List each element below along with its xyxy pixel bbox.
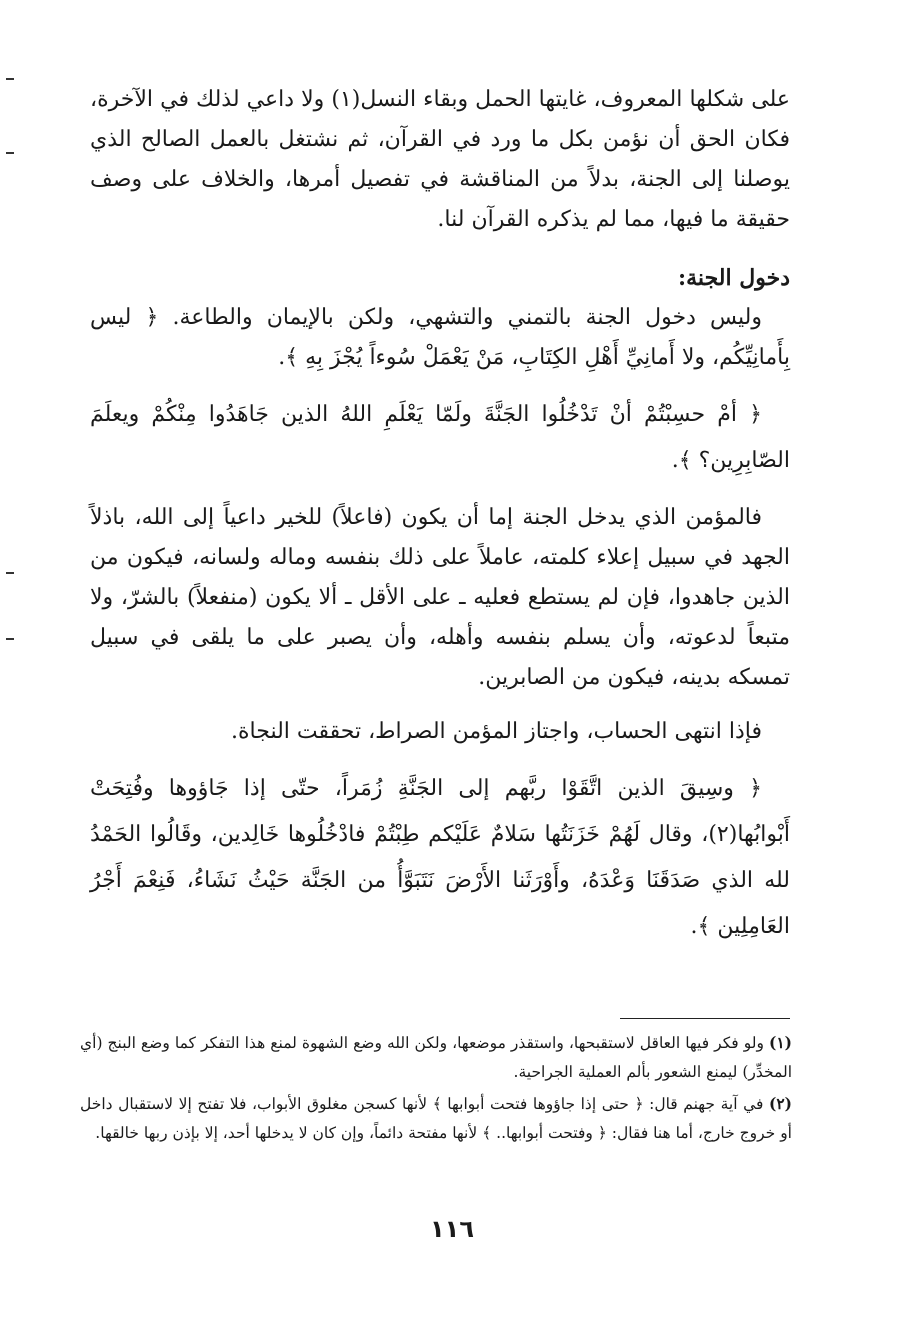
footnote-number: (١)	[768, 1033, 792, 1052]
quran-verse-2: ﴿ وسِيقَ الذين اتَّقَوْا ربَّهم إلى الجَنَّةِ زُمَراً، حتّى إذا جَاؤوها وفُتِحَتْ أَبْوابُها(٢)، وقال لَهُمْ خَزَنَتُها سَلامٌ عَلَيْكم طِبْتُمْ فادْخُلُوها خَالِدين، وقَالُوا الحَمْدُ لله الذي صَدَقَنَا وَعْدَهُ، وأَوْرَثَنا الأَرْضَ نَتَبَوَّأُ من الجَنَّة حَيْثُ نَشَاءُ، فَنِعْمَ أَجْرُ العَامِلِين ﴾.	[90, 776, 790, 939]
footnotes	[80, 1028, 792, 1150]
footnote-text: في آية جهنم قال: ﴿ حتى إذا جاؤوها فتحت أبوابها ﴾ لأنها كسجن مغلوق الأبواب، فلا تفتح إلا لاستقبال داخل أو خروج خارج، أما هنا فقال: ﴿ وفتحت أبوابها.. ﴾ لأنها مفتحة دائماً، وإن كان لا يدخلها أحد، إلا بإذن ربها خالقها.	[80, 1095, 792, 1142]
footnote-2	[80, 1089, 792, 1148]
footnote-number: (٢)	[768, 1094, 792, 1113]
paragraph-intro: على شكلها المعروف، غايتها الحمل وبقاء النسل(١) ولا داعي لذلك في الآخرة، فكان الحق أن نؤمن بكل ما ورد في القرآن، ثم نشتغل بالعمل الصالح الذي يوصلنا إلى الجنة، بدلاً من المناقشة في تفصيل أمرها، والخلاف على وصف حقيقة ما فيها، مما لم يذكره القرآن لنا.	[90, 87, 790, 232]
margin-mark	[6, 152, 14, 154]
margin-mark	[6, 78, 14, 80]
footnote-divider	[620, 1018, 790, 1019]
paragraph-entering: وليس دخول الجنة بالتمني والتشهي، ولكن بالإيمان والطاعة. ﴿ ليس بِأَمانِيِّكُم، ولا أَمانِيِّ أَهْلِ الكِتَابِ، مَنْ يَعْمَلْ سُوءاً يُجْزَ بِهِ ﴾.	[90, 305, 790, 370]
paragraph-believer: فالمؤمن الذي يدخل الجنة إما أن يكون (فاعلاً) للخير داعياً إلى الله، باذلاً الجهد في سبيل إعلاء كلمته، عاملاً على ذلك بنفسه وماله ولسانه، فيكون من الذين جاهدوا، فإن لم يستطع فعليه ـ على الأقل ـ ألا يكون (منفعلاً) بالشرّ، ولا متبعاً لدعوته، وأن يسلم بنفسه وأهله، وأن يصبر على ما يلقى في سبيل تمسكه بدينه، فيكون من الصابرين.	[90, 505, 790, 690]
page-body	[90, 80, 790, 964]
footnote-1	[80, 1028, 792, 1087]
paragraph-salvation: فإذا انتهى الحساب، واجتاز المؤمن الصراط، تحققت النجاة.	[231, 719, 762, 744]
section-heading: دخول الجنة:	[678, 265, 790, 291]
page-number: ١١٦	[430, 1215, 474, 1243]
quran-verse-1: ﴿ أمْ حسِبْتُمْ أنْ تَدْخُلُوا الجَنَّةَ ولَمّا يَعْلَمِ اللهُ الذين جَاهَدُوا مِنْكُمْ ويعلَمَ الصّابِرِين؟ ﴾.	[90, 402, 790, 473]
margin-mark	[6, 572, 14, 574]
margin-mark	[6, 638, 14, 640]
footnote-text: ولو فكر فيها العاقل لاستقبحها، واستقذر موضعها، ولكن الله وضع الشهوة لمنع هذا التفكر كما وضع البنج (أي المخدِّر) ليمنع الشعور بألم العملية الجراحية.	[80, 1034, 792, 1081]
